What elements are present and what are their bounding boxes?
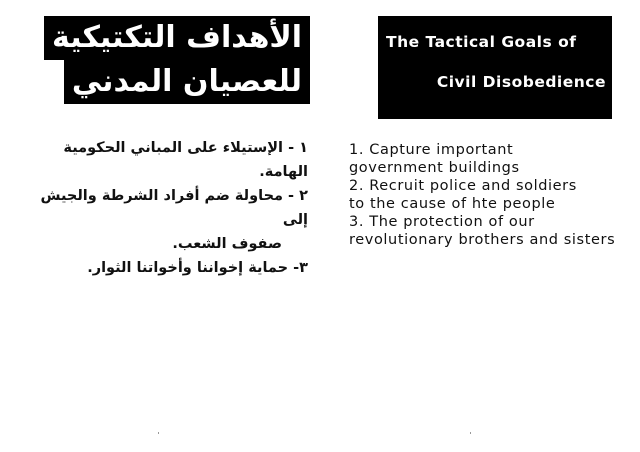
arabic-goal-2: ٢ - محاولة ضم أفراد الشرطة والجيش إلى: [40, 188, 308, 228]
english-panel: [320, 0, 640, 452]
english-goal-3: 3. The protection of our: [349, 214, 535, 230]
page-mark-left: [158, 432, 159, 434]
english-goal-1: 1. Capture important: [349, 142, 514, 158]
english-goal-2: 2. Recruit police and soldiers: [349, 178, 577, 194]
arabic-goal-2-continuation: صفوف الشعب.: [172, 236, 282, 252]
arabic-goals-list: [18, 136, 308, 280]
english-title-line-1: The Tactical Goals of: [386, 33, 577, 51]
english-goal-2-continuation: to the cause of hte people: [349, 196, 556, 212]
arabic-title-line-2: للعصيان المدني: [64, 60, 310, 104]
english-goal-3-continuation: revolutionary brothers and sisters: [349, 232, 616, 248]
english-goals-list: [349, 141, 639, 249]
english-title-line-2: Civil Disobedience: [436, 73, 606, 91]
english-goal-1-continuation: government buildings: [349, 160, 520, 176]
english-title: [378, 16, 612, 119]
arabic-goal-3: ٣- حماية إخواننا وأخواتنا الثوار.: [87, 260, 308, 276]
page-mark-right: [470, 432, 471, 434]
arabic-title-line-1: الأهداف التكتيكية: [44, 16, 310, 60]
arabic-title: [44, 16, 310, 104]
arabic-goal-1: ١ - الإستيلاء على المباني الحكومية الهامة.: [63, 140, 308, 180]
